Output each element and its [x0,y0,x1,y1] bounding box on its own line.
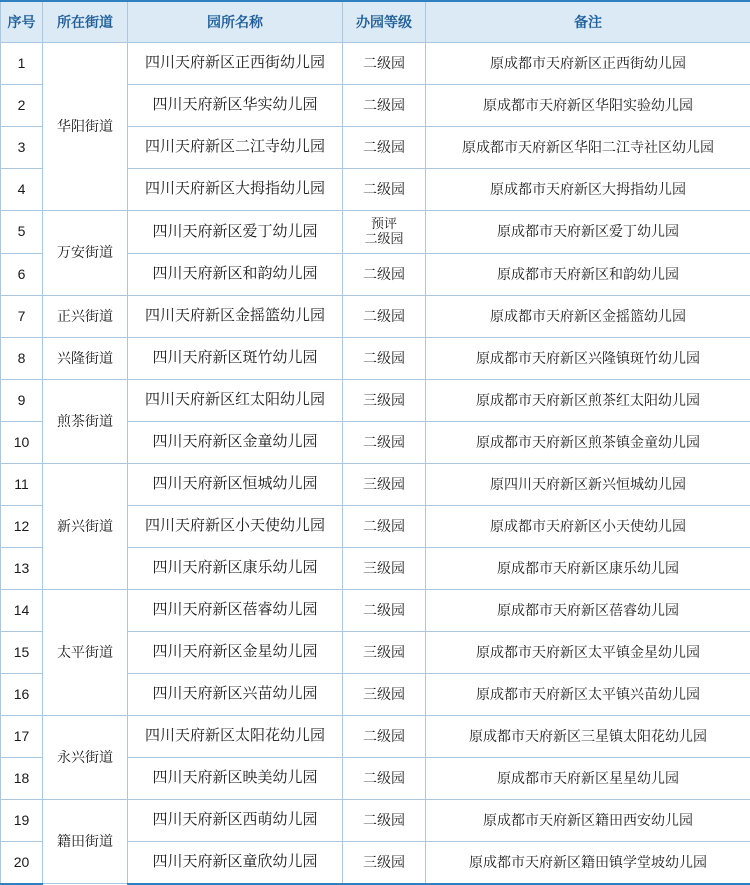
cell-index: 10 [1,421,43,463]
cell-kindergarten-name: 四川天府新区小天使幼儿园 [128,505,343,547]
cell-street: 万安街道 [43,211,128,296]
cell-kindergarten-name: 四川天府新区大拇指幼儿园 [128,169,343,211]
cell-kindergarten-name: 四川天府新区金摇篮幼儿园 [128,295,343,337]
column-header-street: 所在街道 [43,1,128,43]
cell-remark: 原成都市天府新区金摇篮幼儿园 [426,295,750,337]
cell-kindergarten-name: 四川天府新区童欣幼儿园 [128,841,343,884]
cell-level: 二级园 [343,169,426,211]
cell-index: 6 [1,253,43,295]
cell-remark: 原成都市天府新区华阳实验幼儿园 [426,85,750,127]
table-row [1,589,750,631]
table-header-row [1,1,750,43]
cell-level: 二级园 [343,799,426,841]
table-body [1,43,750,884]
cell-remark: 原成都市天府新区爱丁幼儿园 [426,211,750,254]
cell-level [343,211,426,254]
cell-level: 二级园 [343,43,426,85]
cell-kindergarten-name: 四川天府新区斑竹幼儿园 [128,337,343,379]
cell-index: 20 [1,841,43,884]
column-header-index: 序号 [1,1,43,43]
cell-remark: 原成都市天府新区小天使幼儿园 [426,505,750,547]
cell-kindergarten-name: 四川天府新区二江寺幼儿园 [128,127,343,169]
cell-remark: 原成都市天府新区籍田西安幼儿园 [426,799,750,841]
cell-level: 二级园 [343,421,426,463]
cell-level-line: 预评 [345,217,423,232]
cell-remark: 原成都市天府新区正西街幼儿园 [426,43,750,85]
cell-index: 1 [1,43,43,85]
cell-street: 兴隆街道 [43,337,128,379]
cell-level: 二级园 [343,337,426,379]
cell-kindergarten-name: 四川天府新区金星幼儿园 [128,631,343,673]
table-row [1,463,750,505]
cell-index: 14 [1,589,43,631]
cell-level: 三级园 [343,463,426,505]
cell-street: 太平街道 [43,589,128,715]
cell-kindergarten-name: 四川天府新区爱丁幼儿园 [128,211,343,254]
cell-index: 7 [1,295,43,337]
cell-remark: 原成都市天府新区蓓睿幼儿园 [426,589,750,631]
table-header [1,1,750,43]
cell-index: 12 [1,505,43,547]
cell-level: 二级园 [343,253,426,295]
cell-kindergarten-name: 四川天府新区正西街幼儿园 [128,43,343,85]
cell-remark: 原成都市天府新区太平镇金星幼儿园 [426,631,750,673]
column-header-level: 办园等级 [343,1,426,43]
cell-remark: 原成都市天府新区大拇指幼儿园 [426,169,750,211]
cell-street: 籍田街道 [43,799,128,884]
cell-street: 永兴街道 [43,715,128,799]
cell-remark: 原成都市天府新区三星镇太阳花幼儿园 [426,715,750,757]
cell-remark: 原成都市天府新区煎茶红太阳幼儿园 [426,379,750,421]
cell-level: 二级园 [343,85,426,127]
cell-remark: 原成都市天府新区华阳二江寺社区幼儿园 [426,127,750,169]
table-row [1,211,750,254]
cell-kindergarten-name: 四川天府新区康乐幼儿园 [128,547,343,589]
cell-kindergarten-name: 四川天府新区华实幼儿园 [128,85,343,127]
cell-index: 8 [1,337,43,379]
table-row [1,43,750,85]
cell-index: 3 [1,127,43,169]
cell-remark: 原成都市天府新区星星幼儿园 [426,757,750,799]
cell-street: 正兴街道 [43,295,128,337]
cell-level: 三级园 [343,841,426,884]
cell-level: 二级园 [343,295,426,337]
table-row [1,799,750,841]
cell-level: 三级园 [343,673,426,715]
cell-kindergarten-name: 四川天府新区恒城幼儿园 [128,463,343,505]
cell-remark: 原成都市天府新区康乐幼儿园 [426,547,750,589]
cell-kindergarten-name: 四川天府新区西萌幼儿园 [128,799,343,841]
cell-remark: 原成都市天府新区兴隆镇斑竹幼儿园 [426,337,750,379]
cell-level-line: 二级园 [345,232,423,247]
table-row [1,295,750,337]
cell-remark: 原成都市天府新区籍田镇学堂坡幼儿园 [426,841,750,884]
cell-remark: 原成都市天府新区煎茶镇金童幼儿园 [426,421,750,463]
cell-kindergarten-name: 四川天府新区金童幼儿园 [128,421,343,463]
cell-index: 17 [1,715,43,757]
cell-remark: 原四川天府新区新兴恒城幼儿园 [426,463,750,505]
cell-kindergarten-name: 四川天府新区蓓睿幼儿园 [128,589,343,631]
table-row [1,379,750,421]
cell-remark: 原成都市天府新区太平镇兴苗幼儿园 [426,673,750,715]
cell-street: 新兴街道 [43,463,128,589]
cell-level: 三级园 [343,631,426,673]
cell-index: 4 [1,169,43,211]
column-header-name: 园所名称 [128,1,343,43]
cell-level: 三级园 [343,379,426,421]
cell-kindergarten-name: 四川天府新区太阳花幼儿园 [128,715,343,757]
cell-index: 11 [1,463,43,505]
table-row [1,337,750,379]
cell-index: 9 [1,379,43,421]
cell-level: 三级园 [343,547,426,589]
cell-index: 2 [1,85,43,127]
cell-index: 5 [1,211,43,254]
cell-index: 16 [1,673,43,715]
cell-index: 18 [1,757,43,799]
cell-kindergarten-name: 四川天府新区和韵幼儿园 [128,253,343,295]
cell-index: 15 [1,631,43,673]
cell-index: 19 [1,799,43,841]
cell-kindergarten-name: 四川天府新区红太阳幼儿园 [128,379,343,421]
cell-index: 13 [1,547,43,589]
cell-level: 二级园 [343,757,426,799]
cell-level: 二级园 [343,589,426,631]
cell-level: 二级园 [343,505,426,547]
cell-level: 二级园 [343,715,426,757]
cell-remark: 原成都市天府新区和韵幼儿园 [426,253,750,295]
cell-street: 煎茶街道 [43,379,128,463]
cell-street: 华阳街道 [43,43,128,211]
table-row [1,715,750,757]
cell-kindergarten-name: 四川天府新区映美幼儿园 [128,757,343,799]
cell-level: 二级园 [343,127,426,169]
column-header-remark: 备注 [426,1,750,43]
cell-kindergarten-name: 四川天府新区兴苗幼儿园 [128,673,343,715]
